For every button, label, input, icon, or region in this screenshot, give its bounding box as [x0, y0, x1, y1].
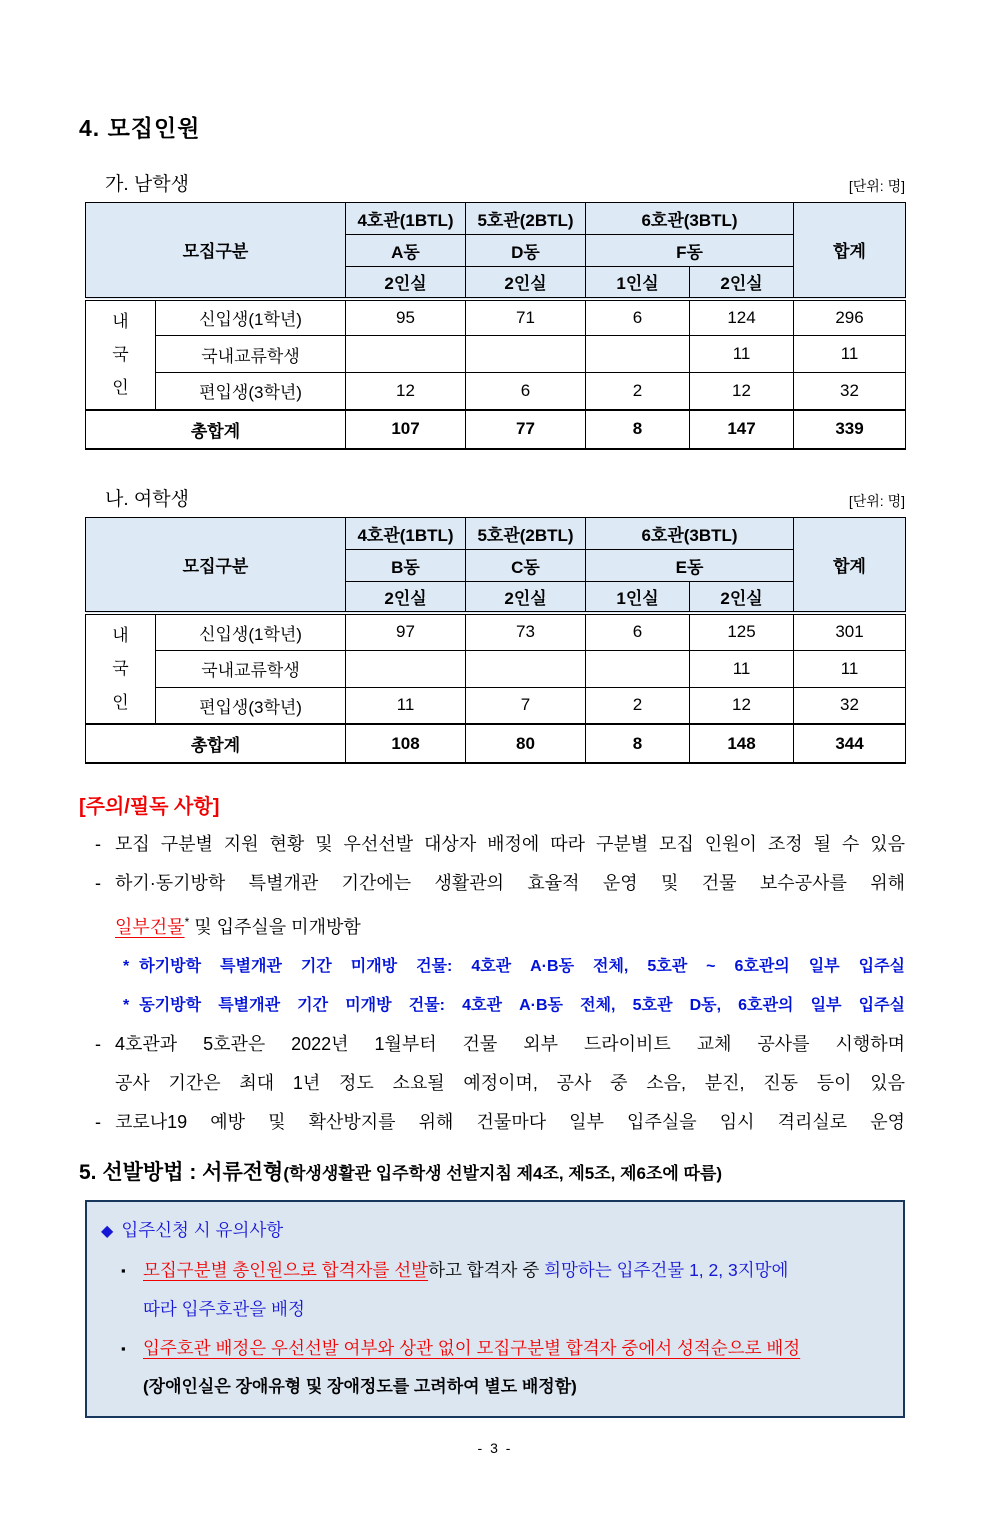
room-header: 2인실	[466, 267, 586, 299]
section-5-heading: 5. 선발방법 : 서류전형(학생생활관 입주학생 선발지침 제4조, 제5조, 제6조에 따름)	[79, 1161, 723, 1184]
notice-item-1	[85, 825, 905, 864]
total-column-header: 합계	[794, 517, 906, 613]
box-bullet-1: ▪ 모집구분별 총인원으로 합격자를 선발하고 합격자 중 희망하는 입주건물 1, 2, 3지망에 따라 입주호관을 배정	[101, 1251, 889, 1329]
unit-label-male: [단위: 명]	[848, 178, 905, 194]
document-page	[0, 110, 992, 1513]
room-header: 2인실	[466, 581, 586, 613]
cell-value: 12	[346, 373, 466, 410]
table-caption-female: 나. 여학생	[105, 488, 189, 510]
total-row-label: 총합계	[86, 724, 346, 763]
dash-marker: -	[95, 873, 101, 893]
row-label: 편입생(3학년)	[156, 687, 346, 724]
notice-item-1-text: 모집 구분별 지원 현황 및 우선선발 대상자 배정에 따라 구분별 모집 인원이 조정 될 수 있음	[115, 834, 905, 854]
building-header: 5호관(2BTL)	[466, 203, 586, 235]
dash-marker: -	[95, 1034, 101, 1054]
dong-header: F동	[586, 235, 794, 267]
building-header: 5호관(2BTL)	[466, 517, 586, 549]
cell-value	[466, 650, 586, 687]
building-header: 6호관(3BTL)	[586, 517, 794, 549]
dong-header: E동	[586, 549, 794, 581]
asterisk-marker: *	[123, 958, 130, 975]
row-label: 신입생(1학년)	[156, 299, 346, 336]
box-bullet-1-line2: 따라 입주호관을 배정	[143, 1299, 305, 1319]
cell-value: 73	[466, 613, 586, 650]
cell-value: 7	[466, 687, 586, 724]
cell-value: 32	[794, 687, 906, 724]
cell-value: 12	[690, 687, 794, 724]
dong-header: B동	[346, 549, 466, 581]
dash-marker: -	[95, 1112, 101, 1132]
table-row	[86, 613, 906, 650]
cell-value: 2	[586, 373, 690, 410]
table-row	[86, 687, 906, 724]
box-bullet-2: ▪ 입주호관 배정은 우선선발 여부와 상관 없이 모집구분별 합격자 중에서 성적순으로 배정	[101, 1329, 889, 1368]
sub-note-summer: * 하기방학 특별개관 기간 미개방 건물: 4호관 A·B동 전체, 5호관 ~ 6호관의 일부 입주실	[123, 958, 905, 975]
dong-header: C동	[466, 549, 586, 581]
footnote-asterisk: *	[184, 915, 190, 929]
total-cell-value: 147	[690, 410, 794, 449]
table-row	[86, 650, 906, 687]
table-caption-row-male	[85, 169, 905, 196]
diamond-icon: ◆	[101, 1223, 114, 1240]
total-cell-value: 80	[466, 724, 586, 763]
row-group-cell: 내국인	[86, 299, 156, 410]
table-row	[86, 373, 906, 410]
total-cell-value: 77	[466, 410, 586, 449]
notice-item-3-line1: 4호관과 5호관은 2022년 1월부터 건물 외부 드라이비트 교체 공사를 시행하며	[115, 1034, 905, 1054]
total-cell-value: 8	[586, 410, 690, 449]
dong-header: A동	[346, 235, 466, 267]
total-cell-value: 148	[690, 724, 794, 763]
section-4-heading: 4. 모집인원	[79, 115, 201, 141]
unit-label-female: [단위: 명]	[848, 492, 905, 509]
building-header: 4호관(1BTL)	[346, 203, 466, 235]
cell-value: 296	[794, 299, 906, 336]
box-title-row	[101, 1211, 889, 1251]
cell-value: 11	[794, 650, 906, 687]
room-header: 2인실	[690, 581, 794, 613]
total-cell-value: 339	[794, 410, 906, 449]
table-total-row	[86, 410, 906, 449]
total-column-header: 합계	[794, 203, 906, 299]
cell-value: 11	[690, 650, 794, 687]
cell-value: 95	[346, 299, 466, 336]
building-header: 6호관(3BTL)	[586, 203, 794, 235]
total-cell-value: 107	[346, 410, 466, 449]
total-cell-value: 344	[794, 724, 906, 763]
notice-item-4-text: 코로나19 예방 및 확산방지를 위해 건물마다 일부 입주실을 임시 격리실로 운영	[115, 1112, 905, 1132]
room-header: 1인실	[586, 267, 690, 299]
total-row-label: 총합계	[86, 410, 346, 449]
cell-value: 301	[794, 613, 906, 650]
notice-item-3-line2: 공사 기간은 최대 1년 정도 소요될 예정이며, 공사 중 소음, 분진, 진동 등이 있음	[115, 1073, 905, 1093]
table-row	[86, 299, 906, 336]
dash-marker: -	[95, 834, 101, 854]
total-cell-value: 8	[586, 724, 690, 763]
cell-value: 6	[586, 613, 690, 650]
notice-item-2-line1: 하기·동기방학 특별개관 기간에는 생활관의 효율적 운영 및 건물 보수공사를 위해	[115, 873, 905, 893]
notice-item-3	[85, 1025, 905, 1103]
notice-item-2-line2: 일부건물* 및 입주실을 미개방함	[115, 915, 361, 937]
box-title: 입주신청 시 유의사항	[121, 1220, 284, 1240]
corner-header: 모집구분	[86, 203, 346, 299]
notice-item-4	[85, 1103, 905, 1142]
room-header: 2인실	[346, 267, 466, 299]
row-label: 국내교류학생	[156, 650, 346, 687]
table-caption-row-female	[85, 484, 905, 511]
row-label: 국내교류학생	[156, 336, 346, 373]
table-caption-male: 가. 남학생	[105, 174, 189, 195]
cell-value	[346, 650, 466, 687]
total-cell-value: 108	[346, 724, 466, 763]
recruit-table-male	[85, 202, 906, 450]
table-row	[86, 336, 906, 373]
cell-value: 6	[586, 299, 690, 336]
cell-value: 71	[466, 299, 586, 336]
cell-value	[346, 336, 466, 373]
cell-value: 97	[346, 613, 466, 650]
application-notice-box	[85, 1200, 905, 1418]
cell-value: 2	[586, 687, 690, 724]
notice-item-2	[85, 864, 905, 947]
cell-value	[586, 336, 690, 373]
room-header: 2인실	[346, 581, 466, 613]
cell-value: 32	[794, 373, 906, 410]
building-header: 4호관(1BTL)	[346, 517, 466, 549]
corner-header: 모집구분	[86, 517, 346, 613]
cell-value	[586, 650, 690, 687]
row-group-cell: 내국인	[86, 613, 156, 724]
box-disability-note: (장애인실은 장애유형 및 장애정도를 고려하여 별도 배정함)	[143, 1377, 577, 1396]
partial-buildings-link: 일부건물	[115, 917, 185, 937]
cell-value: 124	[690, 299, 794, 336]
notice-heading: [주의/필독 사항]	[79, 796, 220, 818]
square-bullet-icon: ▪	[121, 1341, 126, 1356]
room-header: 2인실	[690, 267, 794, 299]
cell-value	[466, 336, 586, 373]
sub-note-winter: * 동기방학 특별개관 기간 미개방 건물: 4호관 A·B동 전체, 5호관 D동, 6호관의 일부 입주실	[123, 997, 905, 1014]
page-number: - 3 -	[477, 1440, 513, 1456]
row-label: 신입생(1학년)	[156, 613, 346, 650]
room-header: 1인실	[586, 581, 690, 613]
cell-value: 11	[794, 336, 906, 373]
section-5-subtext: (학생생활관 입주학생 선발지침 제4조, 제5조, 제6조에 따름)	[283, 1164, 723, 1183]
row-label: 편입생(3학년)	[156, 373, 346, 410]
table-total-row	[86, 724, 906, 763]
recruit-table-female	[85, 517, 906, 765]
square-bullet-icon: ▪	[121, 1263, 126, 1278]
cell-value: 6	[466, 373, 586, 410]
dong-header: D동	[466, 235, 586, 267]
cell-value: 11	[346, 687, 466, 724]
cell-value: 12	[690, 373, 794, 410]
cell-value: 11	[690, 336, 794, 373]
asterisk-marker: *	[123, 997, 130, 1014]
cell-value: 125	[690, 613, 794, 650]
